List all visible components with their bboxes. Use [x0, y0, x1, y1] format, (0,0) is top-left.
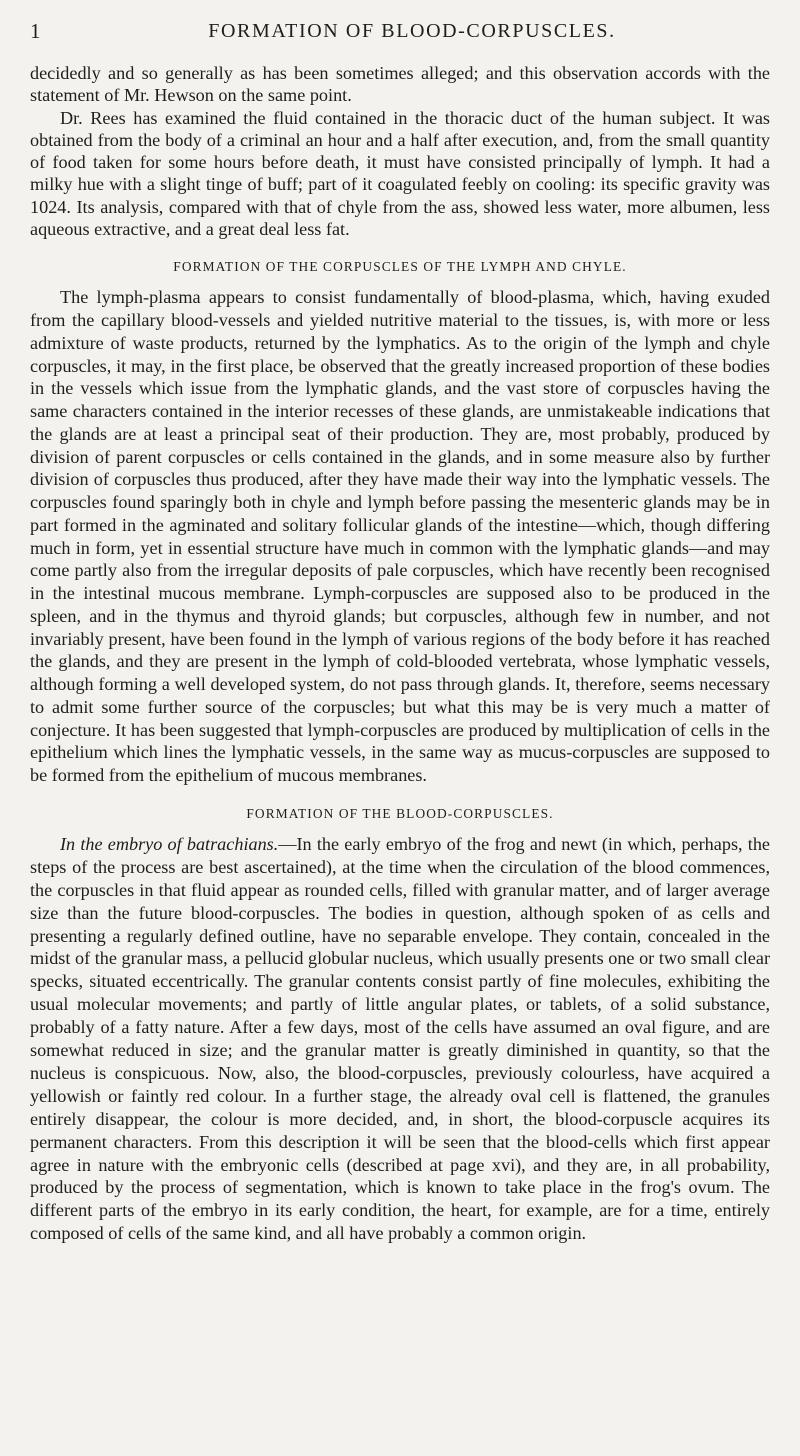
running-title: FORMATION OF BLOOD-CORPUSCLES. [208, 20, 616, 42]
paragraph-embryo-text: —In the early embryo of the frog and newt (in which, perhaps, the steps of the process are best ascertained), at the time when the circulation of the blood commences, the corpuscles in that fluid appear as rounded cells, filled with granular matter, and of larger average size than the future blood-corpuscles. The bodies in question, although spoken of as cells and presenting a regularly defined outline, have no separable envelope. They contain, concealed in the midst of the granular mass, a pellucid globular nucleus, which usually presents one or two small clear specks, situated eccentrically. The granular contents consist partly of fine molecules, exhibiting the usual molecular movements; and partly of little angular plates, or tablets, of a solid substance, probably of a fatty nature. After a few days, most of the cells have assumed an oval figure, and are somewhat reduced in size; and the granular matter is greatly diminished in quantity, so that the nucleus is conspicuous. Now, also, the blood-corpuscles, previously colourless, have acquired a yellowish or faintly red colour. In a further stage, the already oval cell is flattened, the granules entirely disappear, the colour is more decided, and, in short, the blood-corpuscle acquires its permanent characters. From this description it will be seen that the blood-cells which first appear agree in nature with the embryonic cells (described at page xvi), and they are, in all probability, produced by the process of segmentation, which is known to take place in the frog's ovum. The different parts of the embryo in its early condition, the heart, for example, are for a time, entirely composed of cells of the same kind, and all have probably a common origin. [30, 833, 770, 1244]
paragraph-embryo-batrachians [30, 833, 770, 1245]
running-head [30, 14, 770, 48]
page-number: 1 [30, 19, 41, 43]
book-page [30, 14, 770, 1245]
lead-italic-phrase: In the embryo of batrachians. [60, 833, 279, 854]
section-heading-blood-corpuscles: FORMATION OF THE BLOOD-CORPUSCLES. [246, 805, 554, 821]
paragraph-continuation: decidedly and so generally as has been sometimes alleged; and this observation accords with the statement of Mr. Hewson on the same point. [30, 63, 770, 106]
paragraph-rees-analysis: Dr. Rees has examined the fluid contained in the thoracic duct of the human subject. It was obtained from the body of a criminal an hour and a half after execution, and, from the small quantity of food taken for some hours before death, it must have consisted principally of lymph. It had a milky hue with a slight tinge of buff; part of it coagulated feebly on cooling: its specific gravity was 1024. Its analysis, compared with that of chyle from the ass, showed less water, more albumen, less aqueous extractive, and a great deal less fat. [30, 107, 770, 240]
section-heading-lymph-chyle: FORMATION OF THE CORPUSCLES OF THE LYMPH AND CHYLE. [173, 259, 627, 275]
paragraph-lymph-plasma: The lymph-plasma appears to consist fundamentally of blood-plasma, which, having exuded from the capillary blood-vessels and yielded nutritive material to the tissues, is, with more or less admixture of waste products, returned by the lymphatics. As to the origin of the lymph and chyle corpuscles, it may, in the first place, be observed that the greatly increased proportion of these bodies in the vessels which issue from the lymphatic glands, and the vast store of corpuscles having the same characters contained in the interior recesses of these glands, are unmistakeable indications that the glands are at least a principal seat of their production. They are, most probably, produced by division of parent corpuscles or cells contained in the glands, and in some measure also by further division of corpuscles thus produced, after they have made their way into the lymphatic vessels. The corpuscles found sparingly both in chyle and lymph before passing the mesenteric glands may be in part formed in the agminated and solitary follicular glands of the intestine—which, though differing much in form, yet in essential structure have much in common with the lymphatic glands—and may come partly also from the irregular deposits of pale corpuscles, which have recently been recognised in the intestinal mucous membrane. Lymph-corpuscles are supposed also to be produced in the spleen, and in the thymus and thyroid glands; but corpuscles, although few in number, and not invariably present, have been found in the lymph of various regions of the body before it has reached the glands, and they are present in the lymph of cold-blooded vertebrata, whose lymphatic vessels, although forming a well developed system, do not pass through glands. It, therefore, seems necessary to admit some further source of the corpuscles; but what this may be is very much a matter of conjecture. It has been suggested that lymph-corpuscles are produced by multiplication of cells in the epithelium which lines the lymphatic vessels, in the same way as mucus-corpuscles are supposed to be formed from the epithelium of mucous membranes. [30, 287, 770, 786]
